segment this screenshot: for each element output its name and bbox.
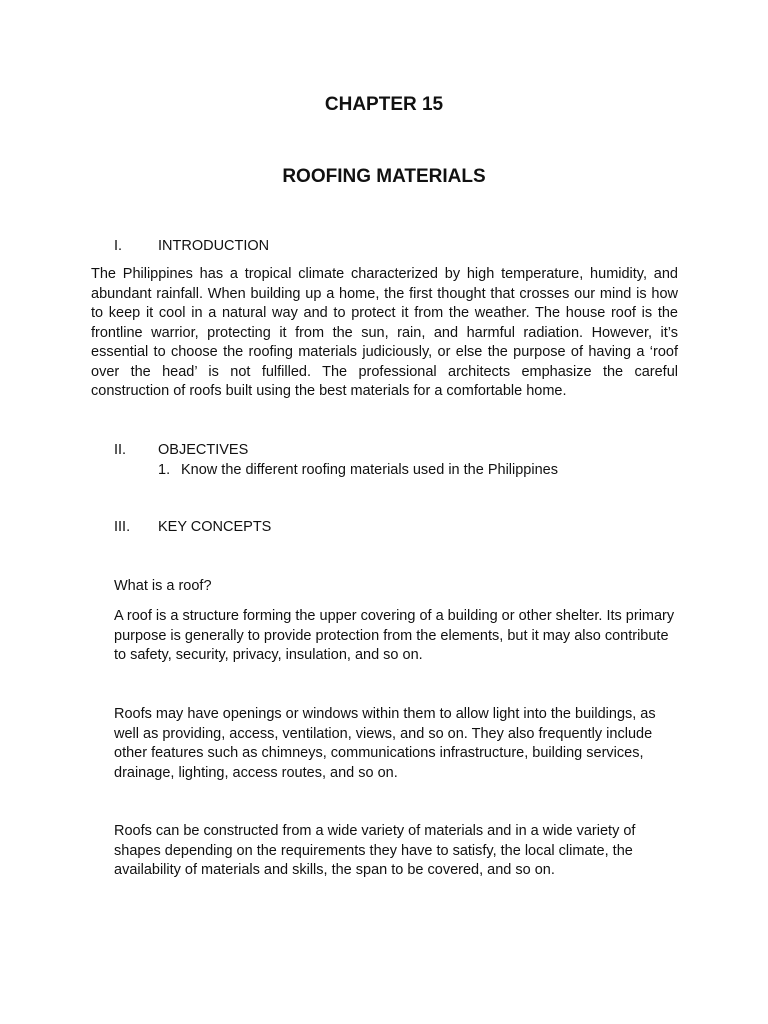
key-concepts-paragraph: A roof is a structure forming the upper covering of a building or other shelter. Its primary purpose is generally to provide protection from the elements, but it may also contribute to safety, security, privacy, insulation, and so on. (114, 608, 675, 663)
section-title-introduction: INTRODUCTION (158, 238, 270, 254)
section-title-key-concepts: KEY CONCEPTS (158, 519, 272, 535)
introduction-paragraph: The Philippines has a tropical climate characterized by high temperature, humidity, and abundant rainfall. When building up a home, the first thought that crosses our mind is how to keep it cool in a natural way and to protect it from the weather. The house roof is the frontline warrior, protecting it from the sun, rain, and harmful radiation. However, it’s essential to choose the roofing materials judiciously, or else the purpose of having a ‘roof over the head’ is not fulfilled. The professional architects emphasize the careful construction of roofs built using the best materials for a comfortable home. (91, 266, 678, 399)
chapter-title: CHAPTER 15 (324, 94, 444, 115)
key-concepts-question: What is a roof? (114, 578, 212, 594)
section-number-introduction: I. (114, 238, 123, 254)
section-number-key-concepts: III. (114, 519, 131, 535)
section-title-objectives: OBJECTIVES (158, 442, 249, 458)
key-concepts-paragraph: Roofs can be constructed from a wide variety of materials and in a wide variety of shapes depending on the requirements they have to satisfy, the local climate, the availability of materials and skills, the span to be covered, and so on. (114, 823, 636, 878)
objective-item-text: Know the different roofing materials used in the Philippines (181, 462, 558, 478)
section-number-objectives: II. (114, 442, 127, 458)
objective-item-number: 1. (158, 462, 171, 478)
objective-item (158, 461, 678, 481)
topic-title: ROOFING MATERIALS (282, 166, 486, 187)
key-concepts-paragraph: Roofs may have openings or windows within them to allow light into the buildings, as well as providing, access, ventilation, views, and so on. They also frequently include other features such as chimneys, communications infrastructure, building services, drainage, lighting, access routes, and so on. (114, 706, 656, 781)
